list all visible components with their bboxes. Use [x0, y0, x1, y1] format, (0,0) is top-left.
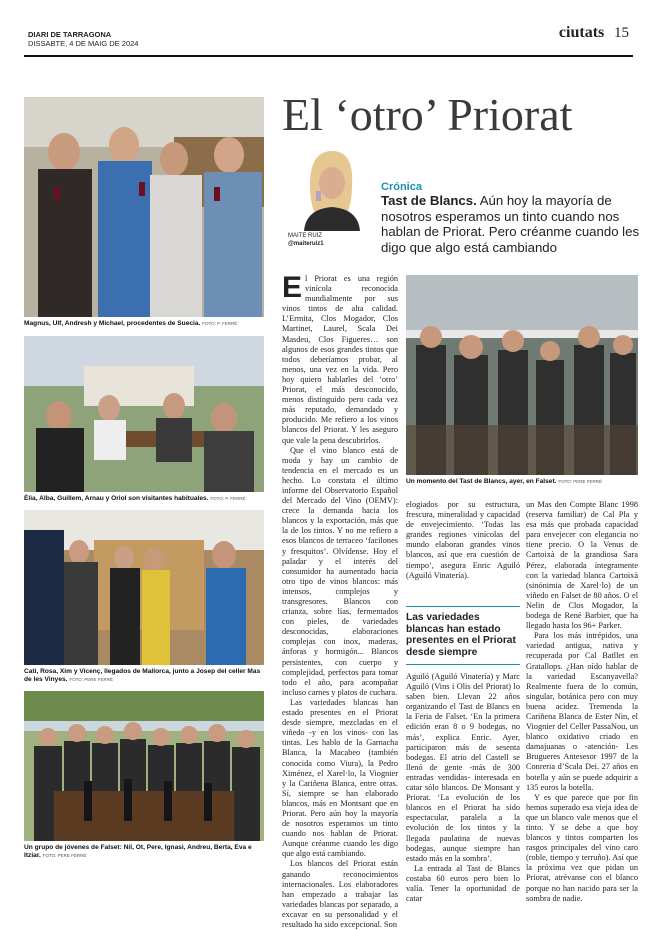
masthead — [28, 30, 138, 48]
photo-swedes — [24, 97, 264, 317]
caption-text: Magnus, Ulf, Andresh y Michael, procedentes de Suecia. — [24, 320, 201, 327]
body-paragraph: l Priorat es una región vinícola reconocida mundialmente por sus vinos tintos de alta calidad. L’Ermita, Clos Mogador, Clos Martinet, Laurel, Scala Dei Masdeu, Clos Figueres… son algunos de esos grandes tintos que todos deberíamos probar, al menos, una vez en la vida. Pero hoy quiero hablarles del ‘otro’ Priorat, el más desconocido, menos distinguido pero cada vez más reputado, demandado y producido. Me refiero a los vinos blancos del Priorat. Y les aseguro que vale la pena descubrirlos. — [282, 274, 398, 445]
issue-date: DISSABTE, 4 DE MAIG DE 2024 — [28, 39, 139, 48]
paper-name: DIARI DE TARRAGONA — [28, 30, 112, 39]
photo-mallorca — [24, 510, 264, 665]
drop-cap: E — [282, 271, 303, 304]
caption-text: Un momento del Tast de Blancs, ayer, en Falset. — [406, 478, 557, 485]
lead-bold: Tast de Blancs. — [381, 193, 477, 208]
top-rule — [24, 55, 633, 57]
photo-credit: FOTO: P. FERRÉ — [210, 496, 246, 501]
body-column-3 — [526, 500, 638, 903]
photo-tasting-event — [406, 275, 638, 475]
photo-caption-1 — [24, 320, 264, 328]
byline — [288, 233, 324, 248]
body-paragraph: elogiados por su estructura, frescura, mineralidad y capacidad de envejecimiento. ‘Todas las grandes regiones vinícolas del mundo elaboran grandes vinos blancos, así que era cuestión de tiempo’, asegura Enric Aguiló (Aguiló Vinatería). — [406, 500, 520, 580]
author-name: MAITE RUIZ — [288, 233, 322, 239]
body-paragraph: Los blancos del Priorat están ganando reconocimientos internacionales. Los elaboradores han empezado a trabajar las variedades blancas por separado, a excavar en su personalidad y el resultado ha sido excepcional. Son — [282, 859, 398, 929]
photo-regulars — [24, 336, 264, 492]
headline: El ‘otro’ Priorat — [282, 89, 573, 140]
photo-falset-youth — [24, 691, 264, 841]
pullquote: Las variedades blancas han estado presentes en el Priorat desde siempre — [406, 612, 516, 658]
section-header — [559, 24, 629, 42]
body-paragraph: Aguiló (Aguiló Vinatería) y Marc Aguiló (Vins i Olis del Priorat) lo saben bien. Llevan 22 años organizando el Tast de Blancs en la Feria de Falset. ‘En la primera edición eran 8 o 9 bodegas, no más’, explica Enric. Ayer, participaron más de sesenta bodegas. El atrio del Castell se llenó de gente -más de 300 entradas vendidas- interesada en catar sólo blancos. De Monsant y Priorat. ‘La evolución de los blancos en el Priorat ha sido espectacular, paralela a la evolución de los tintos y la llegada paulatina de nuevas bodegas, aunque siempre han estado más en la sombra’. — [406, 672, 520, 863]
body-paragraph: La entrada al Tast de Blancs costaba 60 euros pero bien lo valía. Tener la oportunidad de catar — [406, 863, 520, 904]
photo-caption-4 — [24, 844, 264, 861]
photo-caption-3 — [24, 668, 264, 685]
body-paragraph: Las variedades blancas han estado presentes en el Priorat desde siempre, mezcladas en el viñedo -y en los vinos- con las tintas. Les hablo de la Garnacha Blanca, la Macabeo (también conocida como Viura), la Pedro Ximénez, el Xarel·lo, la Viognier y la Cariñena Blanca, entre otras. Sí, siempre se han elaborado blancos, más en Montsant que en Priorat. Pero aún hoy la mayoría de nosotros esperamos un tinto cuando nos hablan de Priorat. Aunque créanme cuando les digo que algo está cambiando. — [282, 697, 398, 859]
lead-paragraph — [381, 193, 641, 255]
section-name: ciutats — [558, 24, 605, 41]
body-column-2 — [406, 500, 520, 600]
body-column-1 — [282, 271, 398, 929]
kicker: Crónica — [381, 181, 422, 193]
photo-credit: FOTO: PERE FERRÉ — [558, 479, 603, 484]
caption-text: Cati, Rosa, Xim y Vicenç, llegados de Mallorca, junto a Josep del celler Mas de les Vinyes. — [24, 668, 261, 684]
page-number: 15 — [614, 25, 629, 41]
body-paragraph: Y es que parece que por fin hemos superado esa vieja idea de que un blanco vale menos que el tinto. Y se debe a que hoy blancos y tintos comparten los rasgos principales del vino caro (roble, tiempo y terruño). Así que la próxima vez que pidan un Priorat, atrévanse con el blanco porque no han nacido para ser la sombra de nadie. — [526, 792, 638, 903]
author-photo — [296, 145, 366, 231]
body-column-2b — [406, 672, 520, 904]
photo-credit: FOTO: P. FERRÉ — [202, 321, 238, 326]
photo-credit: FOTO: PERE FERRÉ — [69, 677, 114, 683]
body-paragraph: Para los más intrépidos, una variedad antigua, nativa y recuperada por Cal Batllet en Gratallops. ¿Han oído hablar de la variedad Escanyavella? Realmente fuera de lo común, singular, botánica pero con muy buena acidez. Tremenda la Cariñena Blanca de Ester Nin, el Viognier del Celler PassaNou, un blanco oxidativo criado en damajuanas o -atención- Les Brugueres Antesesor 1997 de la Conreria d’Scala Dei. 27 años en botella y aún se puede adquirir a 135 euros la botella. — [526, 631, 638, 792]
photo-credit: FOTO: PERE FERRÉ — [42, 853, 87, 859]
body-paragraph: Que el vino blanco está de moda y hay un cambio de tendencia en el mercado es un hecho. Lo constata el último informe del Observatorio Español del Mercado del Vino (OEMV): crece la demanda hacia los blancos y la exportación, más que la de los tintos. Y no me refiero a esos blancos de terraceo ‘facilones y fresquitos’. Olvídense. Hoy el paladar y el interés del consumidor ha aumentado hacia otro tipo de vinos blancos: más intensos, complejos y transgresores. Blancos con crianza, sobre lías, fermentados con pieles, de variedades desconocidas, elaboraciones complejas con inox, maderas, ánforas y hormigón... Blancos persistentes, con cuerpo y complejidad, perfectos para tomar todo el año, para acompañar incluso carnes y platos de cuchara. — [282, 445, 398, 697]
lead-text: Aún hoy la mayoría de nosotros esperamos un tinto cuando nos hablan de Priorat. Pero créanme cuando les digo que algo está cambiando — [381, 193, 640, 255]
caption-text: Èlia, Alba, Guillem, Arnau y Oriol son visitantes habituales. — [24, 495, 209, 502]
author-handle: @maiteruiz1 — [288, 240, 324, 247]
pullquote-rule — [406, 664, 520, 665]
photo-caption-5 — [406, 478, 638, 486]
pullquote-rule — [406, 606, 520, 607]
body-paragraph: un Mas den Compte Blanc 1998 (reserva familiar) de Cal Pla y esa más que probada capacidad para envejecer con elegancia no tiene precio. O la Venus de Cartoixà de la grandiosa Sara Pérez, elaborada íntegramente con la variedad blanca Cartoixà (sinónimia de Xarel·lo) de un viñedo en Falset de 80 años. O el Nelin de Clos Mogador, la bodega de René Barbier, que ha llegado hasta los 96+ Parker. — [526, 500, 638, 631]
photo-caption-2 — [24, 495, 264, 503]
caption-text: Un grupo de jóvenes de Falset: Nil, Ot, Pere, Ignasi, Andreu, Berta, Eva e Itziar. — [24, 844, 252, 860]
